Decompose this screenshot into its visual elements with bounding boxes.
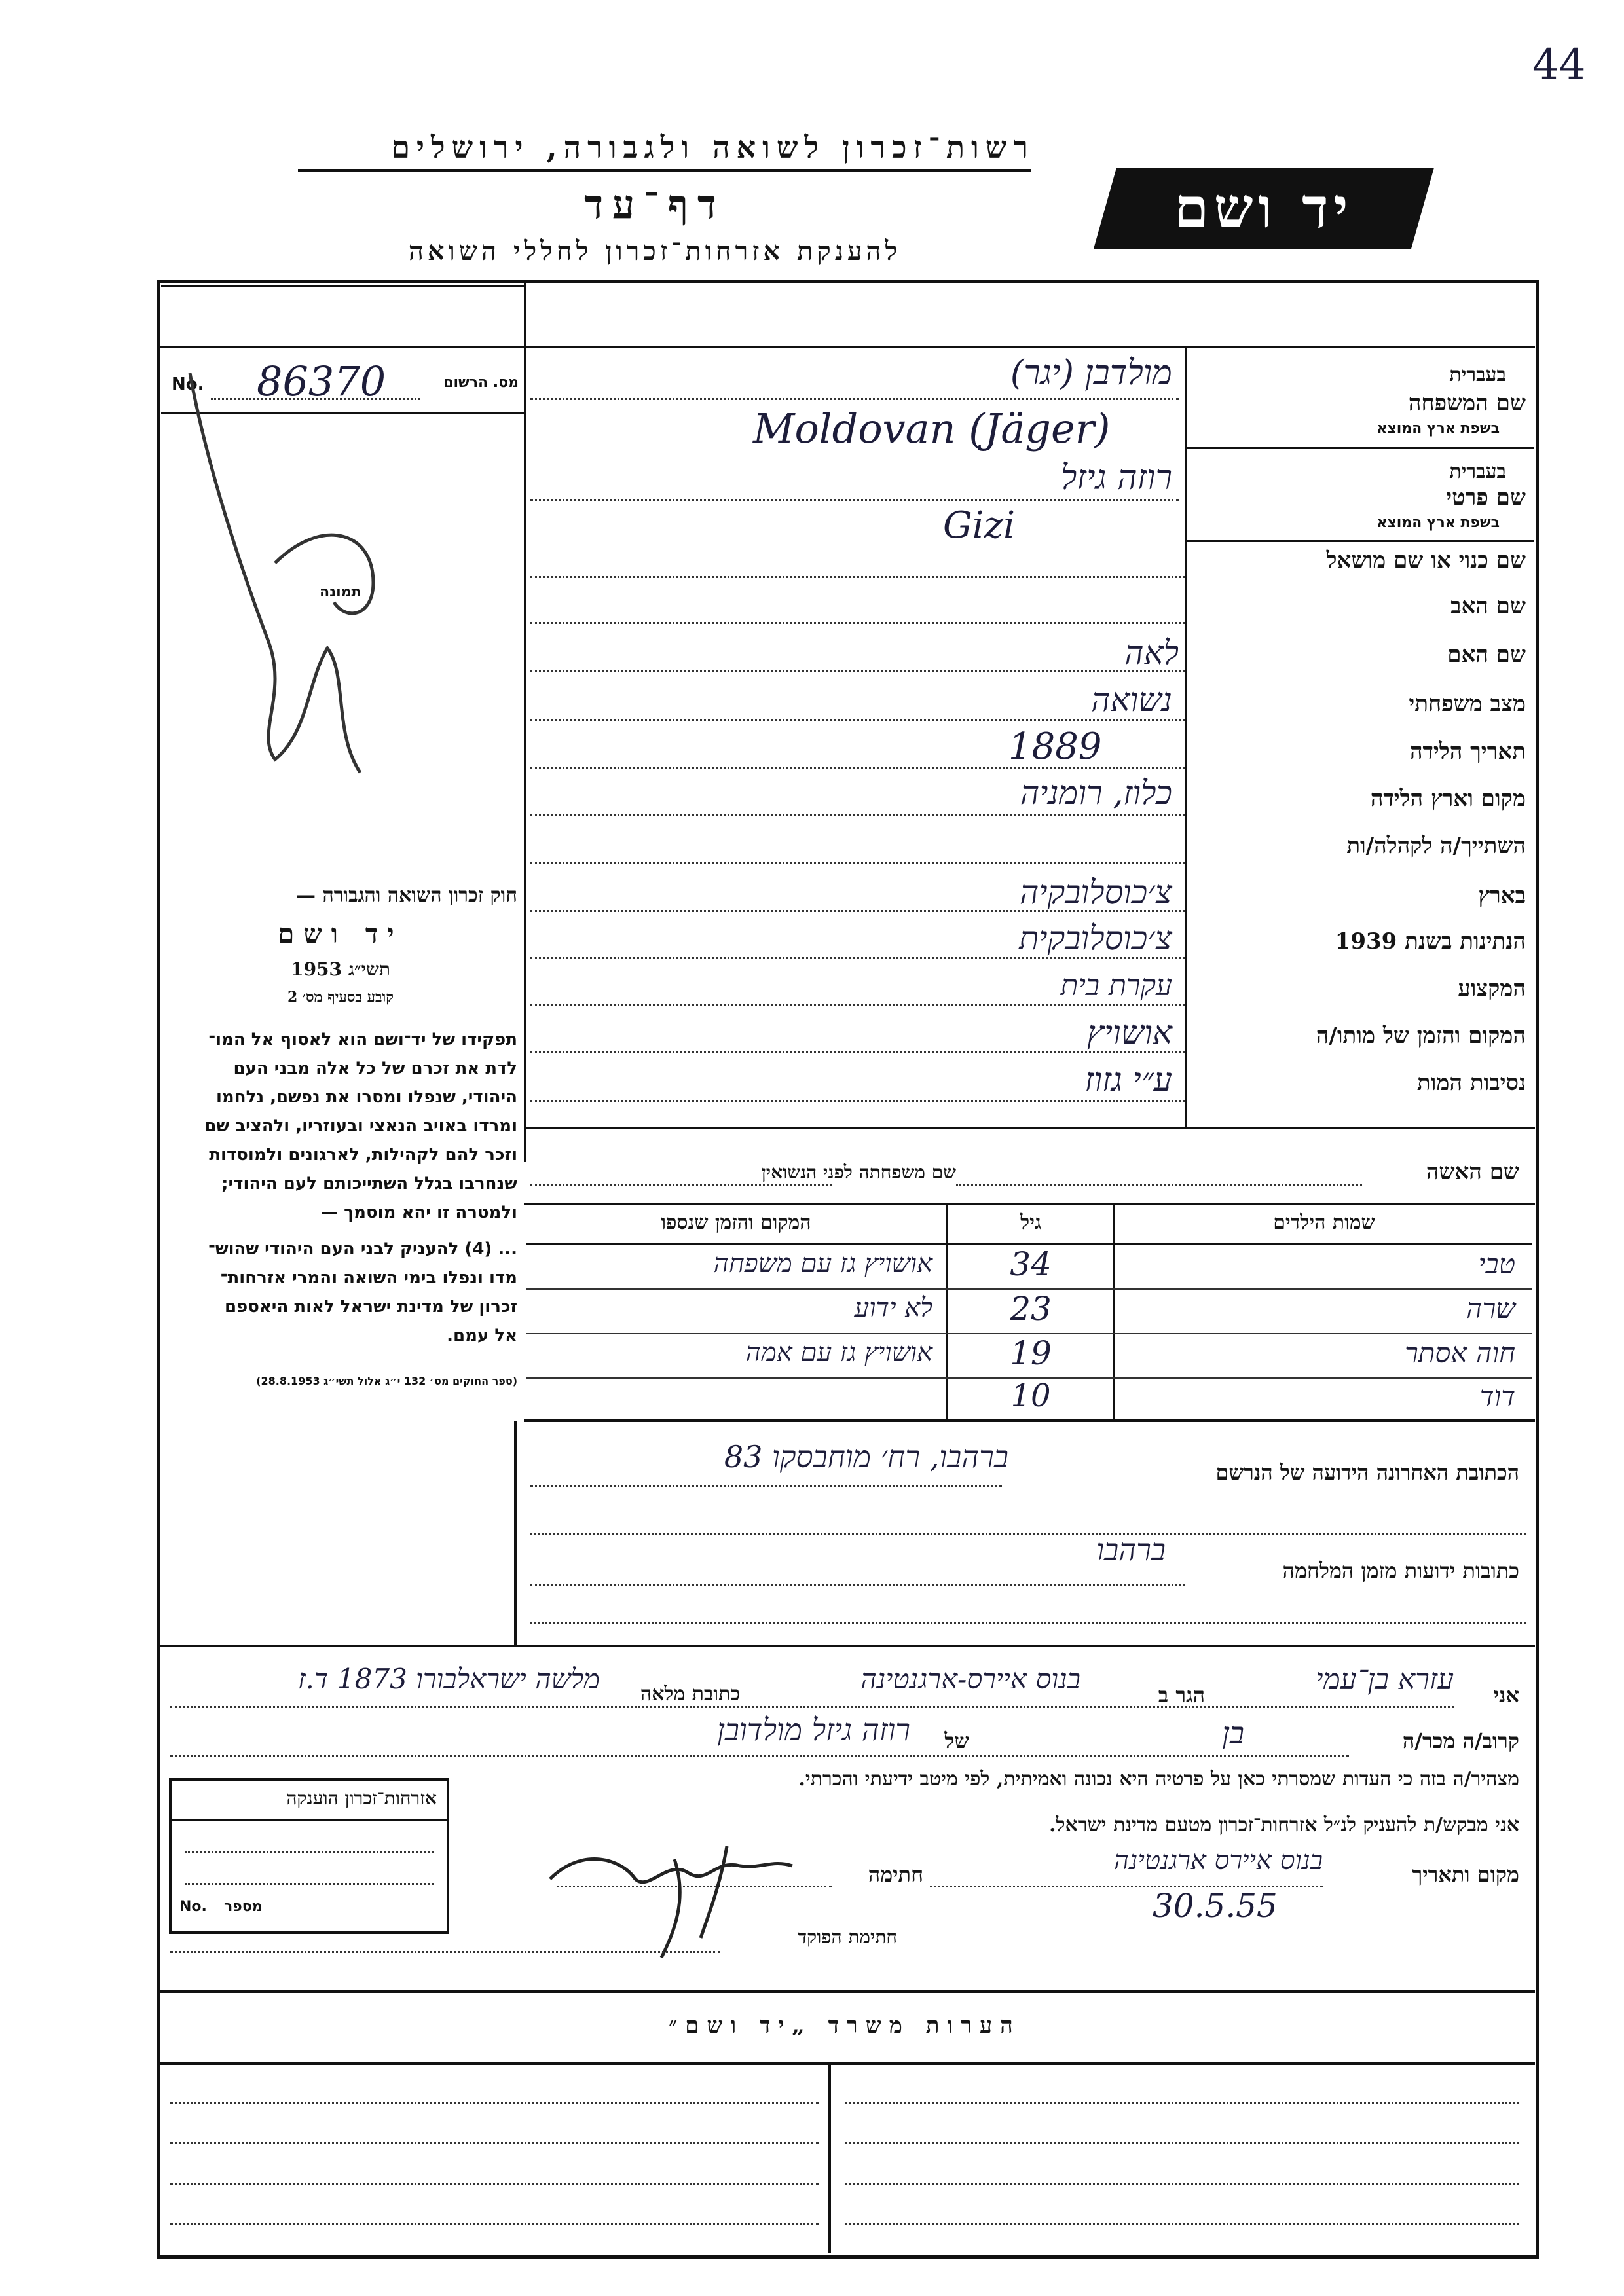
family-name-label: שם המשפחה — [1408, 390, 1526, 416]
law-section: קובע בסעיף מס׳ 2 — [287, 989, 394, 1006]
family-name-local-label: בשפת ארץ המוצא — [1376, 420, 1500, 437]
page-number: 44 — [1532, 41, 1586, 89]
death-place-value: אושויץ — [1086, 1013, 1172, 1051]
photo-label: תמונה — [320, 584, 361, 600]
declarant-value: עזרא בן־עמי — [1316, 1663, 1454, 1696]
birth-date-label: תאריך הלידה — [1409, 738, 1526, 765]
statement-text: מצהיר/ה בזה כי העדות שמסרתי כאן על פרטיה היא נכונה ואמיתית, לפי מיטב ידיעתי והכרתי. — [798, 1768, 1519, 1791]
lives-in-value: בנוס איירס-ארגנטינה — [860, 1663, 1080, 1695]
table-row: דוד 10 — [1010, 1377, 1515, 1414]
children-place-header: המקום והזמן שנספו — [661, 1211, 811, 1234]
marital-status-value: נשואה — [1091, 681, 1172, 719]
community-label: השתייך/ה לקהלה/ות — [1346, 833, 1526, 859]
photo-area-scribble-icon — [177, 367, 386, 786]
birth-date-value: 1889 — [1008, 725, 1102, 768]
officer-signature-label: חתימת הפוקד — [798, 1926, 897, 1948]
country-label: בארץ — [1478, 883, 1526, 909]
full-address-value: מלשה ישראלבורו 1873 ד.ז — [297, 1663, 600, 1695]
first-name-label: שם פרטי — [1446, 484, 1526, 511]
death-circumstances-label: נסיבות המות — [1416, 1070, 1526, 1096]
first-name-local: Gizi — [943, 504, 1016, 547]
children-table — [526, 1205, 1532, 1421]
mother-value: לאה — [1124, 634, 1179, 672]
signature-label: חתימה — [868, 1862, 923, 1887]
table-row: טבי 34 אושויץ גז עם משפחה — [526, 1245, 1532, 1290]
last-address-value: ברהבו, רח׳ מוחבסקו 83 — [724, 1439, 1008, 1474]
law-footer: (ספר החוקים מס׳ 132 י״ג אלול תשי״ג 28.8.1953) — [256, 1375, 517, 1387]
grant-box-title: אזרחות־זכרון הוענקה — [286, 1787, 437, 1809]
war-address-value: ברהבו — [1096, 1532, 1166, 1567]
profession-label: המקצוע — [1458, 975, 1526, 1002]
law-year: תשי״ג 1953 — [291, 958, 390, 980]
citizenship-label: הנתינות בשנת 1939 — [1335, 928, 1526, 955]
war-address-label: כתובות ידועות מזמן המלחמה — [1282, 1558, 1519, 1583]
registration: No. 86370 מס. הרשום — [172, 357, 519, 405]
relative-value: בן — [1222, 1715, 1244, 1751]
family-name-local: Moldovan (Jäger) — [753, 405, 1111, 452]
lives-in-label: הגר ב — [1158, 1683, 1205, 1707]
declarant-label: אני — [1493, 1683, 1519, 1707]
mother-label: שם האם — [1447, 642, 1526, 668]
law-name: יד ושם — [278, 919, 403, 949]
office-notes-heading: הערות משרד „יד ושם״ — [669, 2013, 1021, 2039]
law-heading: חוק זכרון השואה והגבורה — — [296, 884, 517, 907]
form-title: דף־עד — [584, 182, 726, 228]
citizenship-value: צ׳כוסלובקית — [1018, 919, 1172, 957]
place-date-label: מקום ותאריך — [1412, 1862, 1519, 1887]
profession-value: עקרת בית — [1060, 969, 1172, 1002]
full-address-label: כתובת מלאה — [640, 1683, 740, 1705]
of-label: של — [944, 1728, 969, 1753]
yad-vashem-logo: יד ושם — [1090, 162, 1437, 254]
relative-label: קרוב/ה מכר/ה — [1402, 1728, 1519, 1753]
place-value: בנוס איירס ארגנטינה — [1113, 1846, 1323, 1876]
last-address-label: הכתובת האחרונה הידועה של הנרשם — [1215, 1460, 1519, 1485]
authority-heading: רשות־זכרון לשואה ולגבורה, ירושלים — [391, 130, 1035, 165]
form-subtitle: להענקת אזרחות־זכרון לחללי השואה — [408, 236, 902, 266]
law-text: חוק זכרון השואה והגבורה — יד ושם תשי״ג 1953 קובע בסעיף מס׳ 2 תפקידו של יד־ושם הוא לאסוף אל המו־ לדת את זכרם של כל אלה מבני העם היהודי, שנפלו ומסרו את נפשם, נלחמו ומרדו באויב הנאצי ובעוזריו, ולהציב שם וזכר להם לקהילות, לארגונים ולמוסדות שנחרבו בגלל השתייכותם לעם היהודי; ולמטרה זו יהא מוסמך — ... (4) להעניק לבני העם היהודי שהוש־ מדו ונפלו בימי השואה והמרי אזרחות־ זכרון של מדינת ישראל לאות היאספם אל עמם. (ספר החוקים מס׳ 132 י״ג אלול תשי״ג 28.8.1953) — [164, 884, 517, 1387]
grant-box: אזרחות־זכרון הוענקה No. מספר — [169, 1778, 449, 1934]
children-age-header: גיל — [1020, 1211, 1041, 1234]
first-name-local-label: בשפת ארץ המוצא — [1376, 515, 1500, 531]
children-names-header: שמות הילדים — [1273, 1211, 1375, 1234]
marital-status-label: מצב משפחתי — [1409, 691, 1526, 717]
table-row: שרה 23 לא ידוע — [526, 1290, 1532, 1334]
table-row: חוה אסתר 19 אושויץ גז עם אמה — [526, 1334, 1532, 1379]
country-value: צ׳כוסלובקיה — [1020, 873, 1172, 911]
father-label: שם האב — [1450, 593, 1526, 619]
death-place-label: המקום והזמן של מותו/ה — [1316, 1023, 1526, 1049]
birth-place-label: מקום וארץ הלידה — [1370, 786, 1526, 812]
nickname-label: שם כנוי או שם מושאל — [1326, 547, 1526, 574]
death-circumstances-value: ע״י גזוז — [1084, 1061, 1172, 1099]
first-name-hebrew: רוזה גיזל — [1061, 458, 1172, 498]
registration-number: 86370 — [257, 357, 386, 405]
first-name-hebrew-label: בעברית — [1449, 460, 1506, 483]
request-text: אני מבקש/ת להעניק לנ״ל אזרחות־זכרון מטעם מדינת ישראל. — [1049, 1813, 1519, 1836]
date-value: 30.5.55 — [1153, 1887, 1278, 1925]
wife-label: שם האשה — [1426, 1159, 1519, 1185]
birth-place-value: כלוז, רומניה — [1020, 774, 1172, 812]
family-name-hebrew: מולדבן (יגר) — [1010, 354, 1172, 393]
of-value: רוזה גיזל מולדובן — [717, 1712, 910, 1747]
family-name-hebrew-label: בעברית — [1449, 363, 1506, 386]
wife-maiden-label: שם משפחתה לפני הנשואין — [761, 1161, 956, 1183]
